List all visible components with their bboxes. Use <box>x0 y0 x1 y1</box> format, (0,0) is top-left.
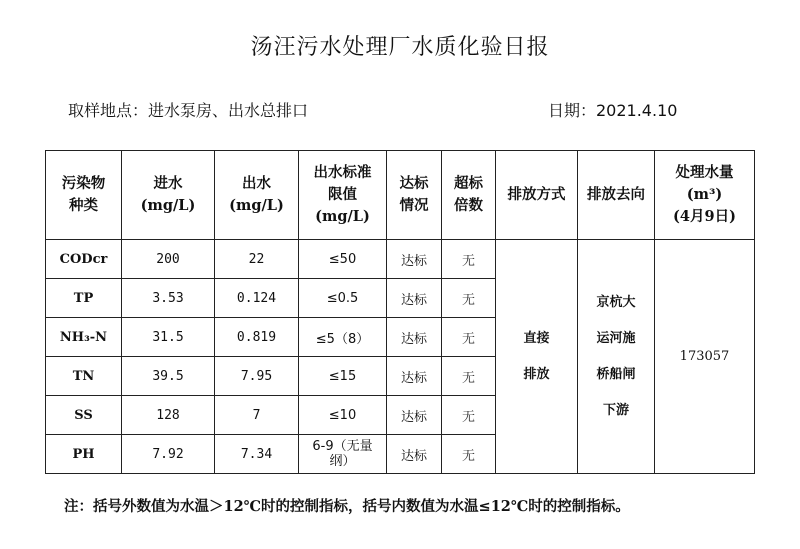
limit-cell: ≤5（8） <box>299 318 387 357</box>
pollutant-cell: PH <box>46 435 122 474</box>
status-cell: 达标 <box>387 240 442 279</box>
header-discharge-method: 排放方式 <box>496 151 578 240</box>
discharge-destination-cell <box>578 240 655 474</box>
footnote: 注：括号外数值为水温＞12℃时的控制指标，括号内数值为水温≤12℃时的控制指标。 <box>64 498 630 515</box>
limit-cell: ≤0.5 <box>299 279 387 318</box>
status-cell: 达标 <box>387 318 442 357</box>
header-effluent: 出水 (mg/L) <box>215 151 299 240</box>
influent-cell: 200 <box>122 240 215 279</box>
status-cell: 达标 <box>387 279 442 318</box>
influent-cell: 31.5 <box>122 318 215 357</box>
header-exceed: 超标 倍数 <box>442 151 496 240</box>
status-cell: 达标 <box>387 396 442 435</box>
water-quality-table <box>45 150 755 474</box>
discharge-destination-text: 京杭大运河施桥船闸下游 <box>596 294 636 418</box>
table-row <box>46 240 755 279</box>
effluent-cell: 7 <box>215 396 299 435</box>
pollutant-cell: TN <box>46 357 122 396</box>
pollutant-cell: SS <box>46 396 122 435</box>
pollutant-cell: TP <box>46 279 122 318</box>
limit-cell <box>299 435 387 474</box>
status-cell: 达标 <box>387 357 442 396</box>
header-discharge-destination: 排放去向 <box>578 151 655 240</box>
limit-cell: ≤15 <box>299 357 387 396</box>
exceed-cell: 无 <box>442 279 496 318</box>
exceed-cell: 无 <box>442 318 496 357</box>
limit-text: 6-9（无量纲） <box>312 439 373 469</box>
header-influent: 进水 (mg/L) <box>122 151 215 240</box>
header-row <box>46 151 755 240</box>
report-title: 汤汪污水处理厂水质化验日报 <box>250 35 550 60</box>
pollutant-cell: NH₃-N <box>46 318 122 357</box>
report-date: 日期：2021.4.10 <box>548 101 678 120</box>
header-limit: 出水标准 限值 (mg/L) <box>299 151 387 240</box>
sampling-location: 取样地点：进水泵房、出水总排口 <box>68 101 309 120</box>
volume-cell: 173057 <box>655 240 755 474</box>
exceed-cell: 无 <box>442 357 496 396</box>
discharge-method-text: 直接排放 <box>523 330 550 382</box>
header-status: 达标 情况 <box>387 151 442 240</box>
effluent-cell: 7.95 <box>215 357 299 396</box>
effluent-cell: 0.819 <box>215 318 299 357</box>
discharge-method-cell <box>496 240 578 474</box>
influent-cell: 128 <box>122 396 215 435</box>
effluent-cell: 22 <box>215 240 299 279</box>
exceed-cell: 无 <box>442 396 496 435</box>
pollutant-cell: CODcr <box>46 240 122 279</box>
exceed-cell: 无 <box>442 240 496 279</box>
effluent-cell: 0.124 <box>215 279 299 318</box>
influent-cell: 3.53 <box>122 279 215 318</box>
limit-cell: ≤50 <box>299 240 387 279</box>
status-cell: 达标 <box>387 435 442 474</box>
influent-cell: 7.92 <box>122 435 215 474</box>
limit-cell: ≤10 <box>299 396 387 435</box>
effluent-cell: 7.34 <box>215 435 299 474</box>
influent-cell: 39.5 <box>122 357 215 396</box>
header-volume: 处理水量 (m³) (4月9日) <box>655 151 755 240</box>
exceed-cell: 无 <box>442 435 496 474</box>
header-pollutant: 污染物 种类 <box>46 151 122 240</box>
